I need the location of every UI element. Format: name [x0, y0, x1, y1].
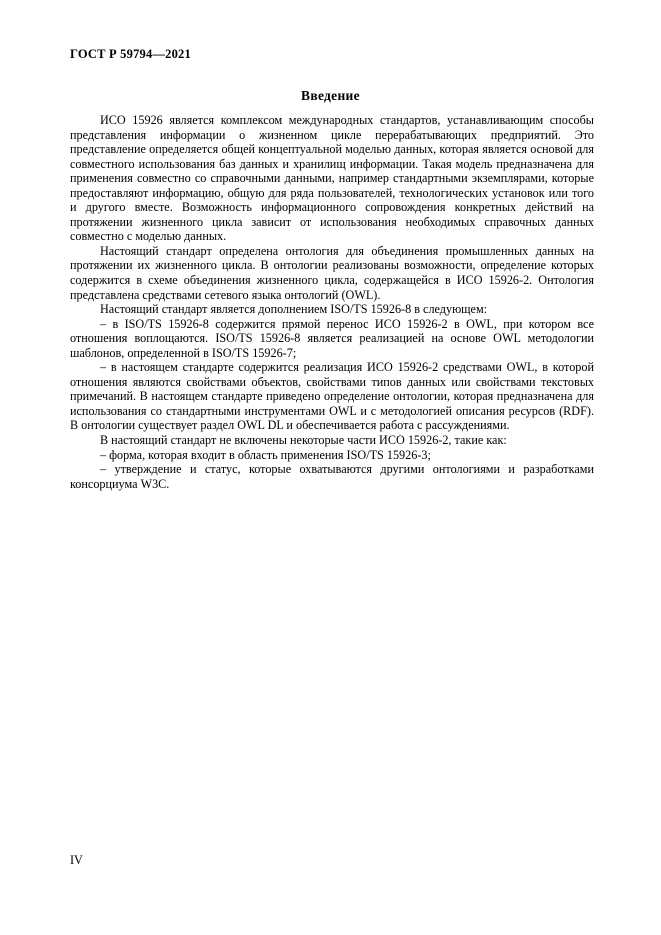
document-body — [70, 113, 594, 491]
paragraph-4: В настоящий стандарт не включены некоторые части ИСО 15926-2, такие как: — [100, 433, 507, 448]
paragraph-2: Настоящий стандарт определена онтология для объединения промышленных данных на протяжении их жизненного цикла. В онтологии реализованы возможности, определение которых содержится в схеме объединения жизненного цикла, содержащейся в ИСО 15926-2. Онтология представлена средствами сетевого языка онтологий (OWL). — [70, 243, 594, 302]
paragraph-3: Настоящий стандарт является дополнением ISO/TS 15926-8 в следующем: — [100, 302, 488, 317]
document-standard-header: ГОСТ Р 59794—2021 — [70, 47, 191, 61]
list-item-4: – утверждение и статус, которые охватываются другими онтологиями и разработками консорциума W3C. — [70, 462, 594, 491]
list-item-1: – в ISO/TS 15926-8 содержится прямой перенос ИСО 15926-2 в OWL, при котором все отношения воплощаются. ISO/TS 15926-8 является реализацией на основе OWL методологии шаблонов, определенной в ISO/TS 15926-7; — [70, 316, 594, 360]
list-item-3: – форма, которая входит в область применения ISO/TS 15926-3; — [100, 447, 431, 462]
page-title: Введение — [301, 88, 360, 103]
page-number: IV — [70, 853, 83, 867]
list-item-2: – в настоящем стандарте содержится реализация ИСО 15926-2 средствами OWL, в которой отношения являются свойствами объектов, свойствами типов данных или свойствами текстовых примечаний. В настоящем стандарте приведено определение онтологии, которая предназначена для использования со стандартными инструментами OWL и с методологией описания ресурсов (RDF). В онтологии существует раздел OWL DL и обеспечивается работа с рассуждениями. — [70, 360, 594, 433]
paragraph-1: ИСО 15926 является комплексом международных стандартов, устанавливающим способы представления информации о жизненном цикле перерабатывающих предприятий. Это представление определяется общей концептуальной моделью данных, которая является основой для совместного использования баз данных и хранилищ информации. Такая модель предназначена для применения совместно со справочными данными, например стандартными экземплярами, которые предоставляют информацию, общую для ряда пользователей, технологических установок или того и другого вместе. Возможность информационного сопровождения конкретных действий на протяжении жизненного цикла зависит от использования необходимых справочных данных совместно с моделью данных. — [70, 113, 594, 244]
